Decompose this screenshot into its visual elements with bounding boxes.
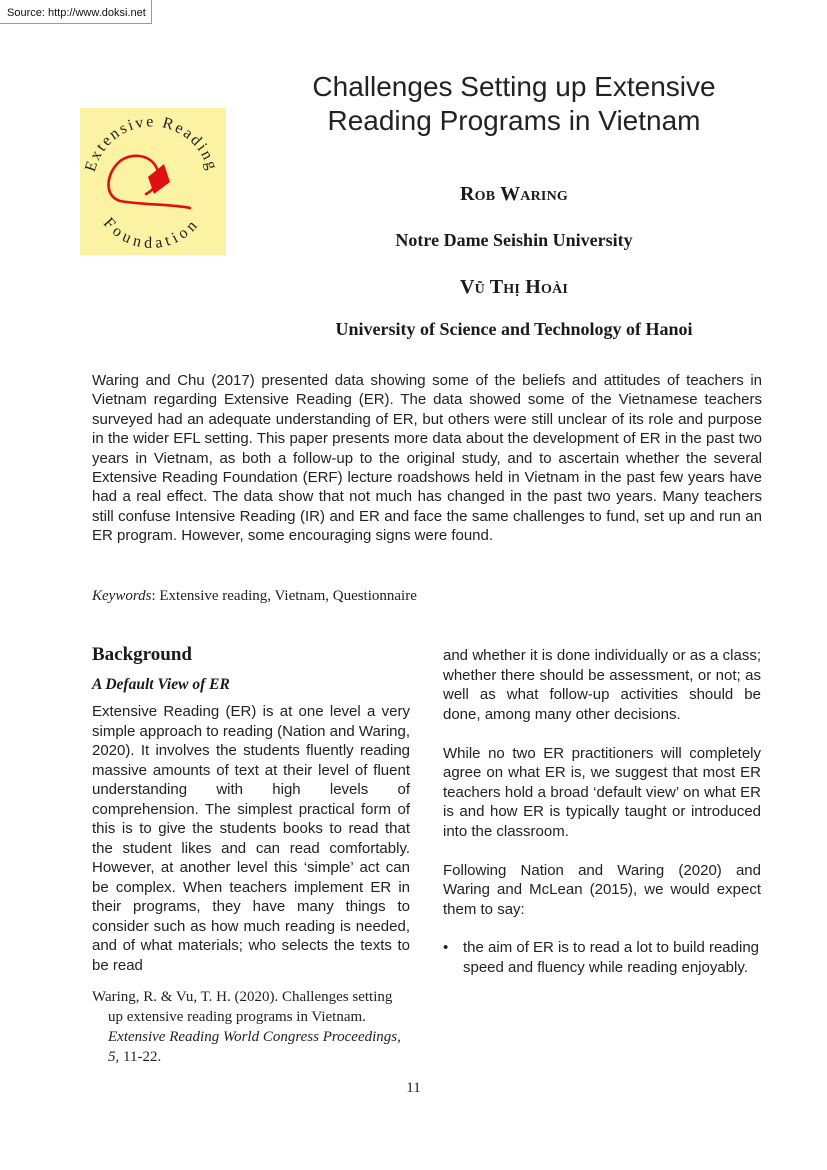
body-paragraph: Extensive Reading (ER) is at one level a very simple approach to reading (Nation and Waring, 2020). It involves the students fluently reading massive amounts of text at their level of fluent understanding with high levels of comprehension. The simplest practical form of this is to give the students books to read that the student likes and can read comfortably. However, at another level this ‘simple’ act can be complex. When teachers implement ER in their programs, they have many things to consider such as how much reading is needed, and of what materials; who selects the texts to be read: [92, 703, 410, 974]
page-number: 11: [406, 1080, 421, 1096]
citation-journal: Extensive Reading World Congress Proceedings, 5,: [108, 1029, 401, 1065]
erf-logo-emblem: [80, 108, 226, 255]
keywords-separator: :: [151, 588, 160, 604]
section-heading: Background: [92, 644, 192, 665]
author-name: Rob Waring: [460, 183, 568, 205]
left-column: [92, 644, 410, 1067]
paper-title: Challenges Setting up Extensive Reading Programs in Vietnam: [312, 71, 716, 136]
author-name: Vũ Thị Hoài: [459, 276, 569, 298]
reader-figure-icon: [109, 156, 191, 208]
subsection-heading: A Default View of ER: [92, 676, 230, 693]
keywords-text: Extensive reading, Vietnam, Questionnaire: [159, 588, 417, 604]
logo-arc-bottom-text: Foundation: [99, 214, 204, 252]
keywords-label: Keywords: [92, 588, 152, 604]
citation-text: Waring, R. & Vu, T. H. (2020). Challenges setting up extensive reading programs in Vietnam.: [92, 989, 393, 1025]
logo-arc-top-text: Extensive Reading: [82, 113, 221, 174]
body-paragraph: While no two ER practitioners will completely agree on what ER is, we suggest that most ER teachers hold a broad ‘default view’ on what ER is and how ER is typically taught or introduced into the classroom.: [443, 744, 761, 840]
bullet-list: [443, 938, 761, 977]
body-paragraph: and whether it is done individually or as a class; whether there should be assessment, or not; as well as what follow-up activities should be done, among many other decisions.: [443, 647, 761, 723]
bullet-item: [443, 938, 761, 977]
bullet-text: the aim of ER is to read a lot to build reading speed and fluency while reading enjoyably.: [463, 939, 760, 976]
source-label: Source: http://www.doksi.net: [0, 0, 152, 24]
citation-pages: 11-22.: [119, 1049, 162, 1065]
author-affiliation: Notre Dame Seishin University: [395, 230, 633, 250]
author-affiliation: University of Science and Technology of Hanoi: [335, 319, 693, 339]
keywords-line: [92, 588, 417, 605]
bullet-dot-icon: •: [443, 939, 449, 956]
citation-note: [92, 987, 410, 1067]
erf-logo: [80, 108, 226, 255]
abstract: Waring and Chu (2017) presented data showing some of the beliefs and attitudes of teachers in Vietnam regarding Extensive Reading (ER). The data showed some of the Vietnamese teachers surveyed had an adequate understanding of ER, but others were still unclear of its role and purpose in the wider EFL setting. This paper presents more data about the development of ER in the past two years in Vietnam, as both a follow-up to the original study, and to ascertain whether the several Extensive Reading Foundation (ERF) lecture roadshows held in Vietnam in the past few years have had a real effect. The data show that not much has changed in the past two years. Many teachers still confuse Intensive Reading (IR) and ER and face the same challenges to fund, set up and run an ER program. However, some encouraging signs were found.: [92, 372, 762, 545]
right-column: [443, 646, 761, 977]
body-paragraph: Following Nation and Waring (2020) and Waring and McLean (2015), we would expect them to say:: [443, 861, 761, 918]
